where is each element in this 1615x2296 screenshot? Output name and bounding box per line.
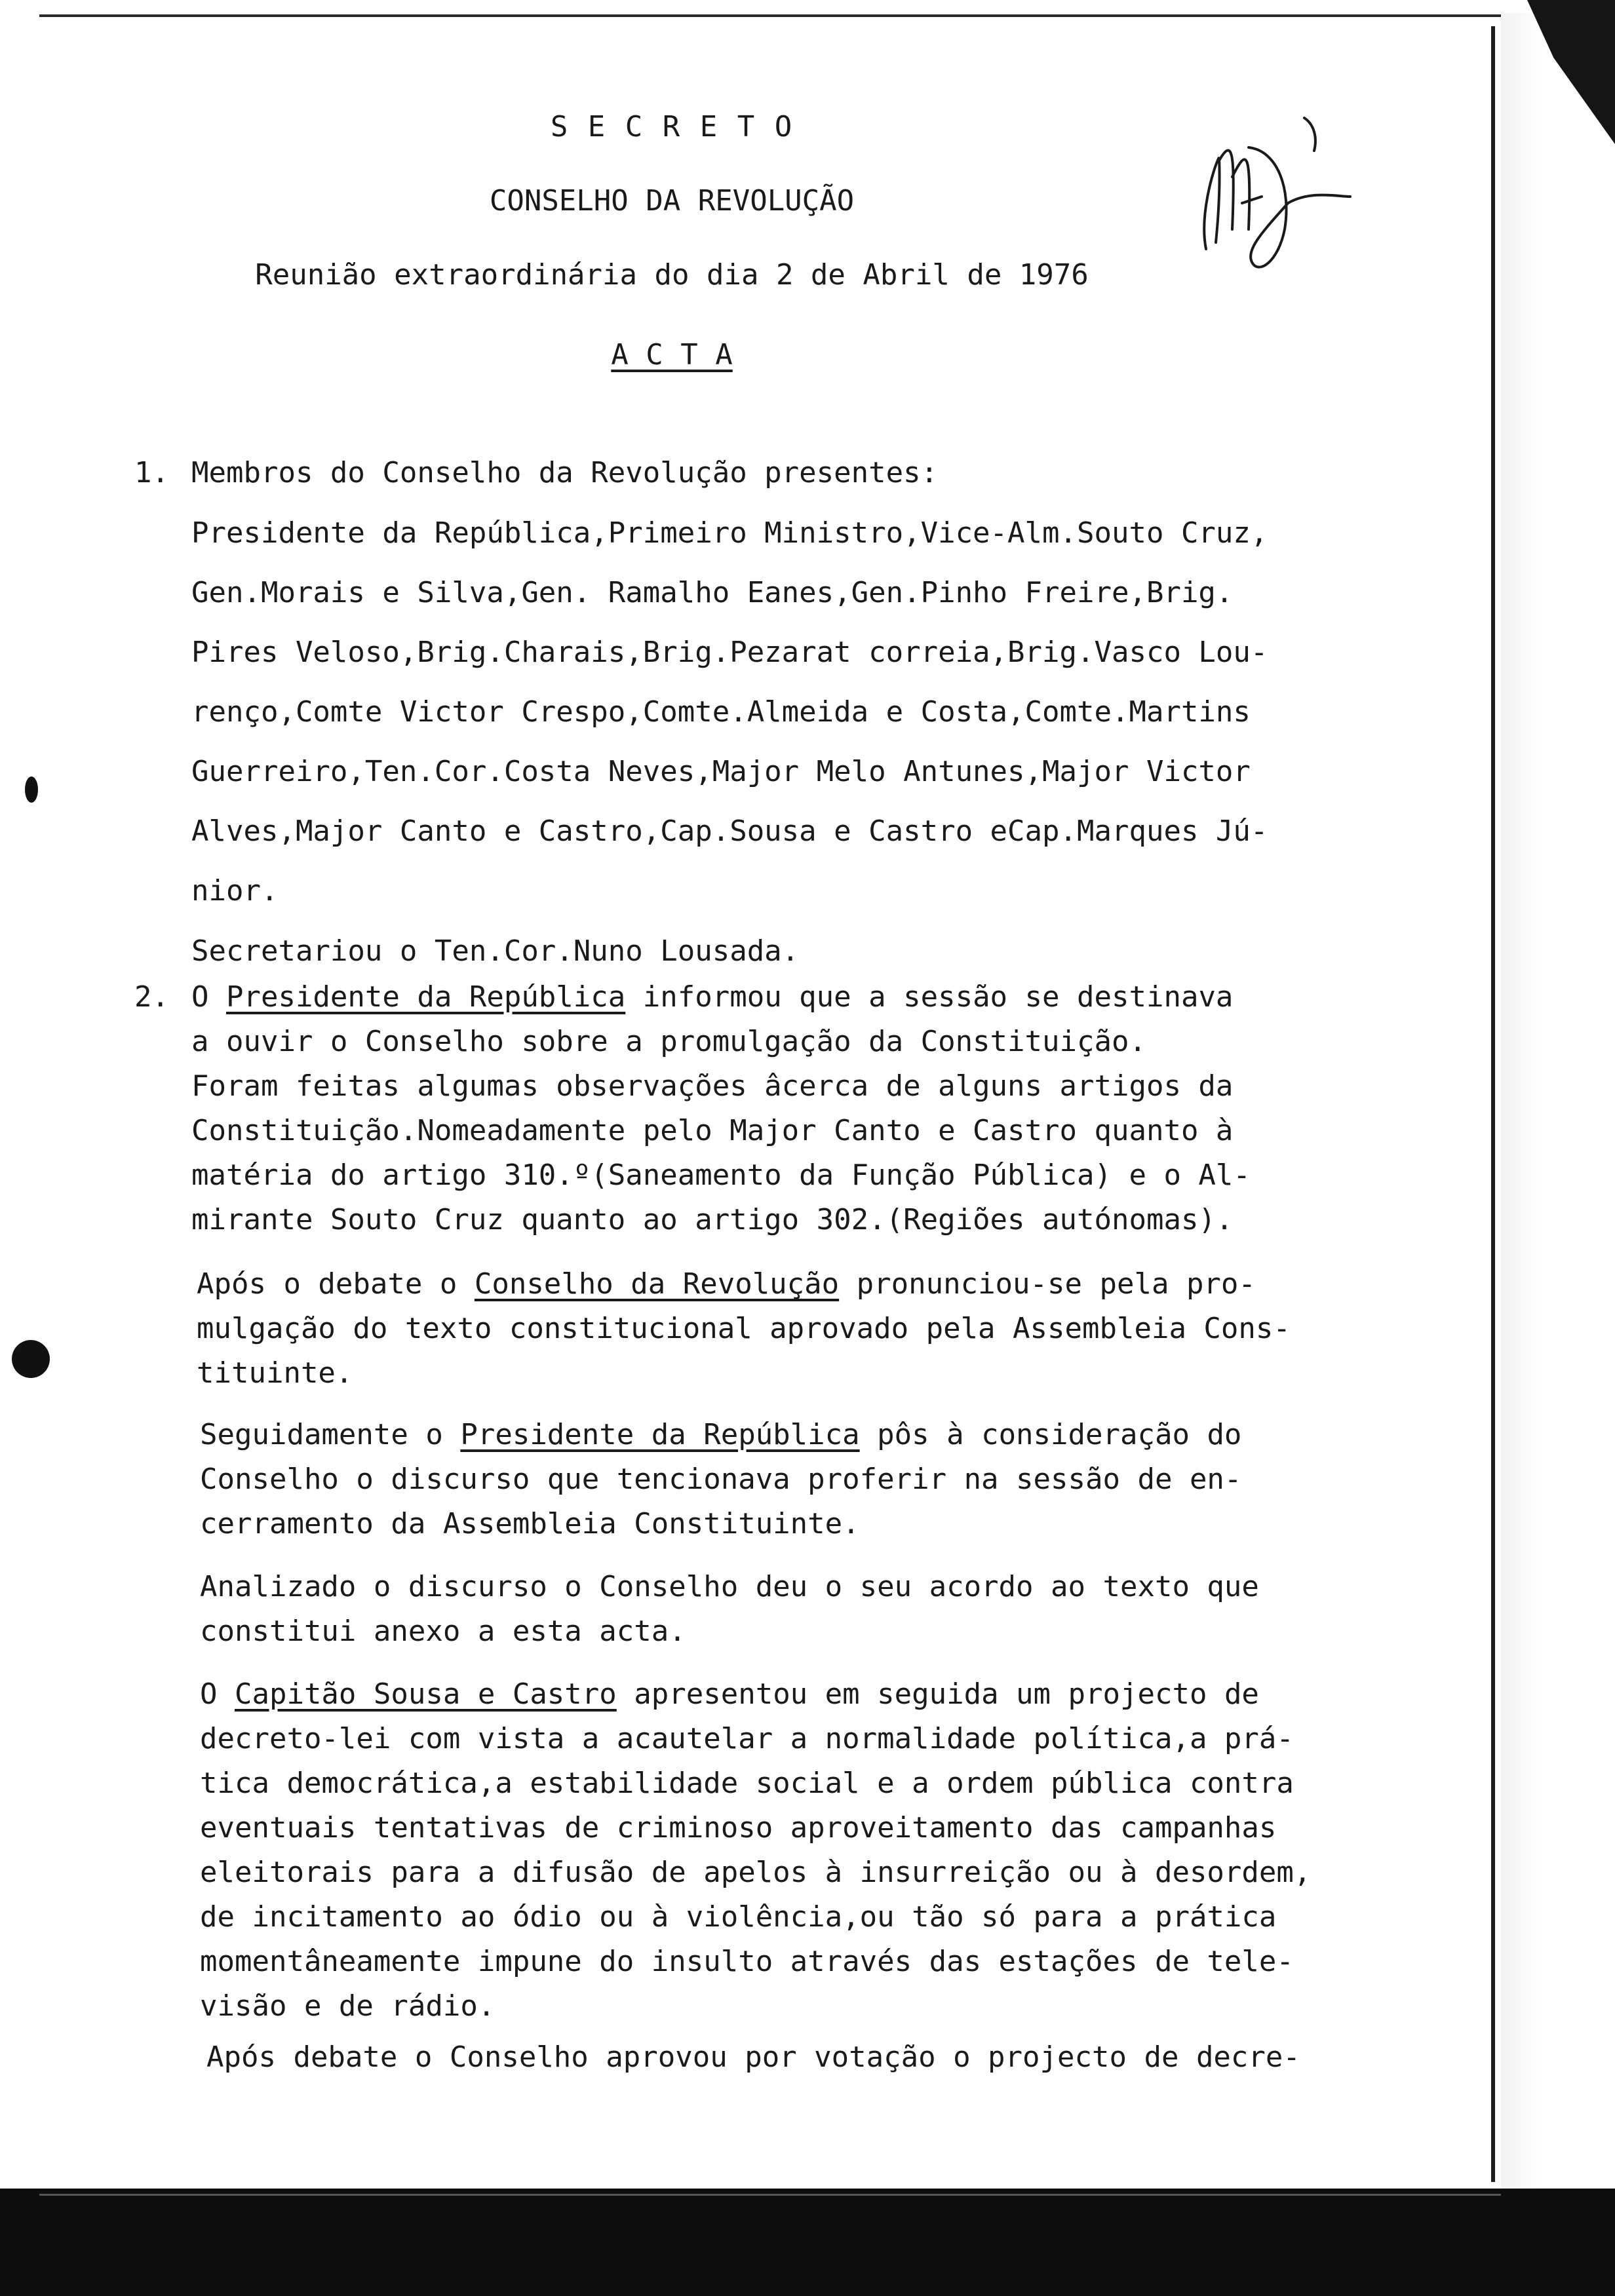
paragraph-line: O Presidente da República informou que a sessão se destinava — [191, 980, 1234, 1014]
underlined-term: Capitão Sousa e Castro — [234, 1677, 617, 1711]
section-1-line: Presidente da República,Primeiro Ministro,Vice-Alm.Souto Cruz, — [191, 516, 1268, 550]
section-1-line: renço,Comte Victor Crespo,Comte.Almeida e Costa,Comte.Martins — [191, 695, 1251, 729]
section-1-line: Alves,Major Canto e Castro,Cap.Sousa e Castro eCap.Marques Jú- — [191, 814, 1268, 848]
organization-heading: CONSELHO DA REVOLUÇÃO — [489, 184, 855, 218]
scan-right-edge — [1491, 26, 1495, 2182]
section-1-line: Guerreiro,Ten.Cor.Costa Neves,Major Melo Antunes,Major Victor — [191, 755, 1251, 788]
paragraph-line: Analizado o discurso o Conselho deu o seu acordo ao texto que — [200, 1570, 1259, 1603]
section-1-line: Gen.Morais e Silva,Gen. Ramalho Eanes,Gen.Pinho Freire,Brig. — [191, 576, 1234, 609]
paragraph-line: decreto-lei com vista a acautelar a normalidade política,a prá- — [200, 1722, 1294, 1755]
paragraph-line: constitui anexo a esta acta. — [200, 1615, 686, 1648]
paragraph-line: matéria do artigo 310.º(Saneamento da Função Pública) e o Al- — [191, 1158, 1251, 1192]
meeting-date-heading: Reunião extraordinária do dia 2 de Abril de 1976 — [255, 258, 1089, 292]
acta-heading: A C T A — [611, 338, 733, 372]
paragraph-line: Constituição.Nomeadamente pelo Major Canto e Castro quanto à — [191, 1114, 1234, 1147]
paragraph-line: cerramento da Assembleia Constituinte. — [200, 1507, 860, 1540]
scan-bottom-edge — [39, 2194, 1501, 2196]
paragraph-line: Após debate o Conselho aprovou por votação o projecto de decre- — [206, 2040, 1300, 2074]
paragraph-line: eleitorais para a difusão de apelos à insurreição ou à desordem, — [200, 1856, 1312, 1889]
paragraph-line: visão e de rádio. — [200, 1989, 496, 2023]
paragraph-line: mirante Souto Cruz quanto ao artigo 302.(Regiões autónomas). — [191, 1203, 1234, 1236]
paragraph-line: Conselho o discurso que tencionava proferir na sessão de en- — [200, 1463, 1242, 1496]
classification-heading: S E C R E T O — [550, 110, 794, 144]
underlined-term: Conselho da Revolução — [474, 1267, 840, 1301]
paragraph-line: Seguidamente o Presidente da República pôs à consideração do — [200, 1418, 1242, 1451]
section-1-line: Secretariou o Ten.Cor.Nuno Lousada. — [191, 934, 800, 968]
paragraph-line: de incitamento ao ódio ou à violência,ou tão só para a prática — [200, 1900, 1277, 1934]
section-1-line: Membros do Conselho da Revolução presentes: — [191, 456, 939, 489]
section-1-line: Pires Veloso,Brig.Charais,Brig.Pezarat correia,Brig.Vasco Lou- — [191, 636, 1268, 669]
punch-hole — [12, 1340, 50, 1378]
handwritten-signature — [1180, 98, 1363, 308]
paragraph-line: eventuais tentativas de criminoso aproveitamento das campanhas — [200, 1811, 1277, 1845]
paragraph-line: tica democrática,a estabilidade social e a ordem pública contra — [200, 1767, 1294, 1800]
section-1-number: 1. — [134, 456, 169, 489]
paragraph-line: O Capitão Sousa e Castro apresentou em seguida um projecto de — [200, 1677, 1259, 1711]
section-2-number: 2. — [134, 980, 169, 1014]
scan-top-edge — [39, 14, 1501, 17]
section-1-line: nior. — [191, 874, 279, 908]
scan-bottom-shadow — [0, 2189, 1615, 2296]
underlined-term: Presidente da República — [225, 980, 626, 1014]
paragraph-line: a ouvir o Conselho sobre a promulgação da Constituição. — [191, 1025, 1146, 1058]
paragraph-line: Foram feitas algumas observações âcerca de alguns artigos da — [191, 1069, 1234, 1103]
paragraph-line: Após o debate o Conselho da Revolução pronunciou-se pela pro- — [197, 1267, 1256, 1301]
scan-right-margin — [1501, 13, 1573, 2202]
paragraph-line: tituinte. — [197, 1356, 353, 1390]
punch-mark — [25, 776, 38, 803]
underlined-term: Presidente da República — [460, 1418, 860, 1451]
paragraph-line: momentâneamente impune do insulto através das estações de tele- — [200, 1945, 1294, 1978]
paragraph-line: mulgação do texto constitucional aprovado pela Assembleia Cons- — [197, 1312, 1291, 1345]
